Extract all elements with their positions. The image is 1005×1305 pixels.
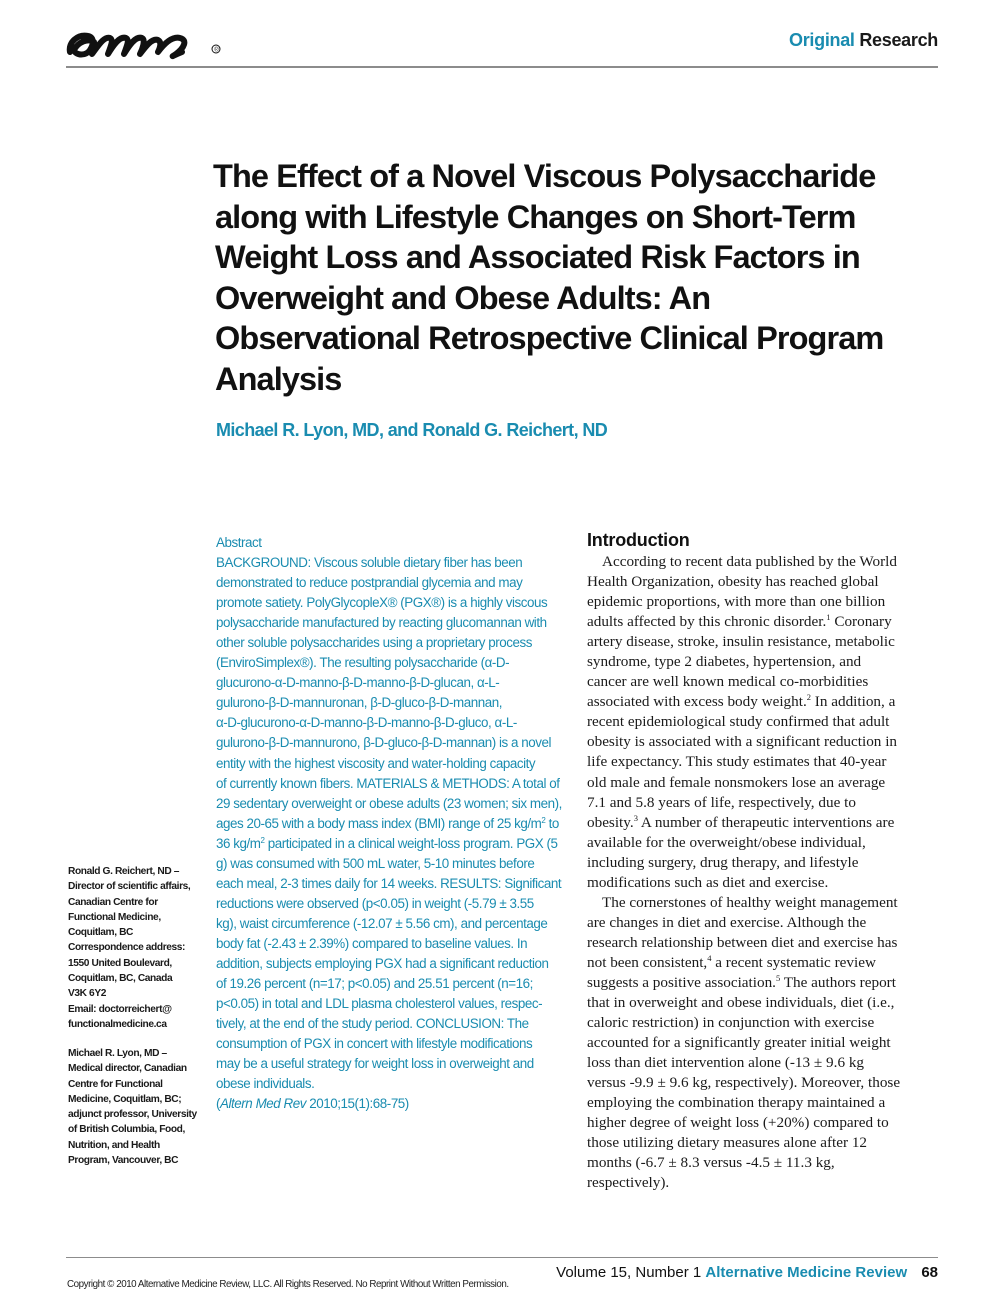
abstract-line: of 19.26 percent (n=17; p<0.05) and 25.51 percent (n=16; [216,976,533,992]
affiliation-line: Coquitlam, BC, Canada [68,973,173,985]
affiliation-reichert [68,864,208,1032]
intro-line [587,1173,947,1193]
abstract-line: body fat (-2.43 ± 2.39%) compared to baseline values. In [216,935,528,951]
abstract-line [216,814,576,834]
intro-line [587,1073,947,1093]
amr-logo-icon [64,12,224,64]
intro-text: research relationship between diet and exercise has [587,933,898,951]
title-line: Observational Retrospective Clinical Program [215,320,884,356]
intro-text: suggests a positive association. [587,973,776,991]
affiliation-line: of British Columbia, Food, [68,1124,185,1136]
intro-text: employing the combination therapy maintained a [587,1094,886,1112]
affiliation-line: Nutrition, and Health [68,1139,160,1151]
intro-line [587,853,947,873]
section-tag-rest: Research [859,30,938,50]
intro-text: higher degree of weight loss (+20%) compared to [587,1114,889,1132]
abstract-line: glucurono-α-D-manno-β-D-manno-β-D-glucan, α-L- [216,675,500,691]
affiliation-email[interactable]: functionalmedicine.ca [68,1018,167,1030]
intro-text: loss than diet intervention alone (-13 ± 9.6 kg [587,1054,865,1072]
header-rule [66,66,938,68]
abstract-heading: Abstract [216,535,262,550]
abstract-citation [216,1094,576,1114]
abstract-line: each meal, 2-3 times daily for 14 weeks. RESULTS: Significant [216,875,562,891]
citation-superscript[interactable]: 2 [806,692,811,703]
footer-volume-info [556,1264,938,1281]
intro-line [587,813,947,833]
intro-text: Health Organization, obesity has reached global [587,573,879,591]
intro-line [587,793,947,813]
intro-line [587,833,947,853]
svg-text:®: ® [214,47,219,54]
affiliation-line: Director of scientific affairs, [68,881,191,893]
intro-line [587,1093,947,1113]
intro-line [587,1013,947,1033]
title-line: along with Lifestyle Changes on Short-Term [215,198,856,235]
affiliation-line: Program, Vancouver, BC [68,1155,179,1167]
intro-line [587,592,947,612]
intro-line [587,1033,947,1053]
intro-text: The cornerstones of healthy weight management [602,893,898,911]
abstract-line: 29 sedentary overweight or obese adults (23 women; six men), [216,795,562,811]
abstract-line: consumption of PGX in concert with lifestyle modifications [216,1036,533,1052]
intro-text: syndrome, type 2 diabetes, hypertension, and [587,653,862,671]
abstract-line: other soluble polysaccharides using a proprietary process [216,635,532,651]
intro-line [587,973,947,993]
intro-line [587,1133,947,1153]
article-title [213,156,953,399]
intro-text: not been consistent, [587,953,708,971]
intro-text: old male and female nonsmokers lose an average [587,773,886,791]
intro-line [587,692,947,712]
affiliation-line: V3K 6Y2 [68,988,106,1000]
abstract-line: of currently known fibers. MATERIALS & METHODS: A total of [216,775,560,791]
intro-text: are changes in diet and exercise. Although the [587,913,867,931]
footer-volume: Volume 15, Number 1 [556,1264,702,1281]
abstract-line: may be a useful strategy for weight loss in overweight and [216,1056,534,1072]
intro-text: The authors report [780,973,896,991]
superscript: 2 [541,815,546,825]
intro-text: Coronary [830,613,892,631]
intro-text: accounted for a significantly greater initial weight [587,1034,891,1052]
abstract-line: BACKGROUND: Viscous soluble dietary fiber has been [216,555,523,571]
intro-line [587,732,947,752]
abstract-line: entity with the highest viscosity and water-holding capacity [216,755,536,771]
intro-text: In addition, a [811,693,896,711]
citation-superscript[interactable]: 1 [826,612,831,623]
intro-line [587,933,947,953]
title-line: Overweight and Obese Adults: An [215,279,711,316]
page-number: 68 [921,1264,938,1281]
intro-text: respectively). [587,1174,670,1192]
section-tag [789,30,938,51]
intro-text: cancer are well known medical co-morbidities [587,673,869,691]
intro-text: obesity. [587,813,634,831]
intro-line [587,632,947,652]
intro-text: months (-6.7 ± 8.3 versus -4.5 ± 11.3 kg, [587,1154,835,1172]
title-line: The Effect of a Novel Viscous Polysaccharide [213,158,876,194]
affiliation-line: adjunct professor, University [68,1109,197,1121]
footer-rule [66,1257,938,1258]
intro-line [587,552,947,572]
introduction-heading: Introduction [587,530,690,550]
bmi-text: participated in a clinical weight-loss program. PGX (5 [264,835,558,851]
intro-text: associated with excess body weight. [587,693,807,711]
affiliation-email[interactable]: Email: doctorreichert@ [68,1003,172,1015]
intro-line [587,572,947,592]
intro-text: a recent systematic review [711,953,876,971]
introduction-body [587,552,947,1194]
intro-line [587,1053,947,1073]
abstract-line: obese individuals. [216,1076,315,1092]
abstract-line: kg), waist circumference (-12.07 ± 5.56 cm), and percentage [216,915,548,931]
affiliation-line: Michael R. Lyon, MD – [68,1048,167,1059]
intro-text: According to recent data published by the World [602,553,897,570]
bmi-text: to [545,815,559,831]
abstract-line: α-D-glucurono-α-D-manno-β-D-manno-β-D-gluco, α-L- [216,715,517,731]
intro-text: 7.1 and 5.8 years of life, respectively, due to [587,793,856,811]
intro-text: recent epidemiological study confirmed that adult [587,713,890,731]
abstract-line: (EnviroSimplex®). The resulting polysaccharide (α-D- [216,655,510,671]
affiliation-line: Centre for Functional [68,1078,163,1090]
intro-text: epidemic proportions, with more than one billion [587,593,886,611]
affiliation-line: Ronald G. Reichert, ND – [68,866,179,877]
intro-text: artery disease, stroke, insulin resistance, metabolic [587,633,895,651]
citation-journal: Altern Med Rev [220,1096,306,1112]
affiliation-line: Canadian Centre for [68,896,158,908]
intro-line [587,773,947,793]
intro-text: A number of therapeutic interventions are [637,813,895,831]
affiliation-line: Coquitlam, BC [68,927,133,939]
intro-line [587,712,947,732]
abstract-line: polysaccharide manufactured by reacting glucomannan with [216,615,547,631]
intro-line [587,1113,947,1133]
abstract [216,533,576,1114]
title-line: Analysis [215,360,342,397]
abstract-line: demonstrated to reduce postprandial glycemia and may [216,575,523,591]
abstract-line: g) was consumed with 500 mL water, 5-10 minutes before [216,855,535,871]
journal-logo [64,12,224,64]
abstract-line: gulurono-β-D-mannurono, β-D-gluco-β-D-mannan) is a novel [216,735,552,751]
bmi-text: 36 kg/m [216,835,261,851]
intro-text: obesity is associated with a significant reduction in [587,733,898,751]
bmi-text: ages 20-65 with a body mass index (BMI) range of 25 kg/m [216,815,542,831]
intro-text: adults affected by this chronic disorder. [587,613,827,631]
intro-text: available for the overweight/obese individual, [587,833,866,851]
intro-text: including surgery, drug therapy, and lifestyle [587,853,859,871]
intro-paragraph [587,552,947,893]
copyright-notice: Copyright © 2010 Alternative Medicine Review, LLC. All Rights Reserved. No Reprint Without Written Permission. [67,1279,509,1290]
abstract-line: promote satiety. PolyGlycopleX® (PGX®) is a highly viscous [216,595,548,611]
title-line: Weight Loss and Associated Risk Factors in [215,239,860,275]
intro-paragraph [587,893,947,1194]
citation-superscript[interactable]: 4 [707,952,712,963]
abstract-line: tively, at the end of the study period. CONCLUSION: The [216,1016,529,1032]
affiliation-line: Functional Medicine, [68,911,161,923]
affiliation-lyon [68,1046,208,1168]
superscript: 2 [260,835,265,845]
affiliation-line: 1550 United Boulevard, [68,957,172,969]
intro-line [587,953,947,973]
affiliation-line: Correspondence address: [68,942,186,954]
intro-line [587,873,947,893]
abstract-line: addition, subjects employing PGX had a significant reduction [216,955,549,971]
intro-text: life expectancy. This study estimates that 40-year [587,753,887,771]
abstract-line: reductions were observed (p<0.05) in weight (-5.79 ± 3.55 [216,895,534,911]
citation-paren: ( [216,1096,221,1112]
citation-superscript[interactable]: 5 [775,972,781,983]
intro-text: modifications such as diet and exercise. [587,873,829,891]
affiliation-line: Medicine, Coquitlam, BC; [68,1093,182,1105]
footer-journal: Alternative Medicine Review [705,1264,908,1281]
intro-text: that in overweight and obese individuals, diet (i.e., [587,994,895,1012]
intro-line [587,612,947,632]
intro-text: versus -9.9 ± 9.6 kg, respectively). Moreover, those [587,1074,901,1092]
affiliation-line: Medical director, Canadian [68,1063,187,1075]
intro-line [587,672,947,692]
intro-line [587,652,947,672]
abstract-line [216,834,576,854]
intro-line [587,993,947,1013]
citation-rest: 2010;15(1):68-75) [306,1096,409,1112]
section-tag-accent: Original [789,30,855,50]
article-authors: Michael R. Lyon, MD, and Ronald G. Reichert, ND [216,420,608,440]
intro-text: caloric restriction) in conjunction with exercise [587,1014,875,1032]
intro-line [587,752,947,772]
intro-line [587,893,947,913]
abstract-line: p<0.05) in total and LDL plasma cholesterol values, respec- [216,996,543,1012]
intro-text: those utilizing dietary measures alone after 12 [587,1134,868,1152]
citation-superscript[interactable]: 3 [633,812,638,823]
intro-line [587,913,947,933]
intro-line [587,1153,947,1173]
abstract-line: gulurono-β-D-mannuronan, β-D-gluco-β-D-mannan, [216,695,502,711]
